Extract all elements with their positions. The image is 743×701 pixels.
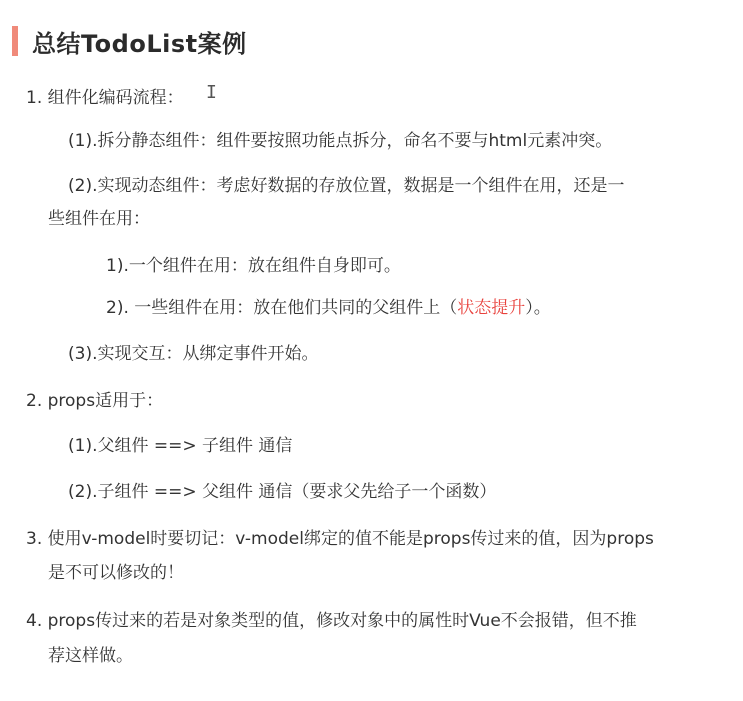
- state-lifting-highlight: 状态提升: [457, 298, 526, 318]
- section1-sub1: 1).一个组件在用：放在组件自身即可。: [106, 256, 401, 276]
- section2-item2: (2).子组件 ==> 父组件 通信（要求父先给子一个函数）: [68, 482, 497, 502]
- section1-step2-line2: 些组件在用：: [48, 209, 150, 229]
- section1-heading: 1. 组件化编码流程：: [26, 88, 184, 108]
- page-heading: [12, 24, 247, 58]
- section3-line2: 是不可以修改的！: [48, 563, 184, 583]
- heading-accent-bar: [12, 26, 18, 56]
- section1-sub2-after: ）。: [525, 298, 551, 318]
- section4-line1: 4. props传过来的若是对象类型的值，修改对象中的属性时Vue不会报错，但不推: [26, 611, 637, 631]
- section1-step3: (3).实现交互：从绑定事件开始。: [68, 344, 319, 364]
- section1-sub2: [106, 296, 551, 320]
- text-cursor-icon: I: [206, 82, 217, 103]
- section3-line1: 3. 使用v-model时要切记：v-model绑定的值不能是props传过来的值，因为props: [26, 529, 654, 549]
- section1-sub2-before: 2). 一些组件在用：放在他们共同的父组件上（: [106, 298, 458, 318]
- page-title: 总结TodoList案例: [32, 29, 247, 58]
- section2-heading: 2. props适用于：: [26, 391, 164, 411]
- section2-item1: (1).父组件 ==> 子组件 通信: [68, 436, 293, 456]
- section1-step2-line1: (2).实现动态组件：考虑好数据的存放位置，数据是一个组件在用，还是一: [68, 176, 625, 196]
- section4-line2: 荐这样做。: [48, 646, 133, 666]
- section1-step1: (1).拆分静态组件：组件要按照功能点拆分，命名不要与html元素冲突。: [68, 131, 613, 151]
